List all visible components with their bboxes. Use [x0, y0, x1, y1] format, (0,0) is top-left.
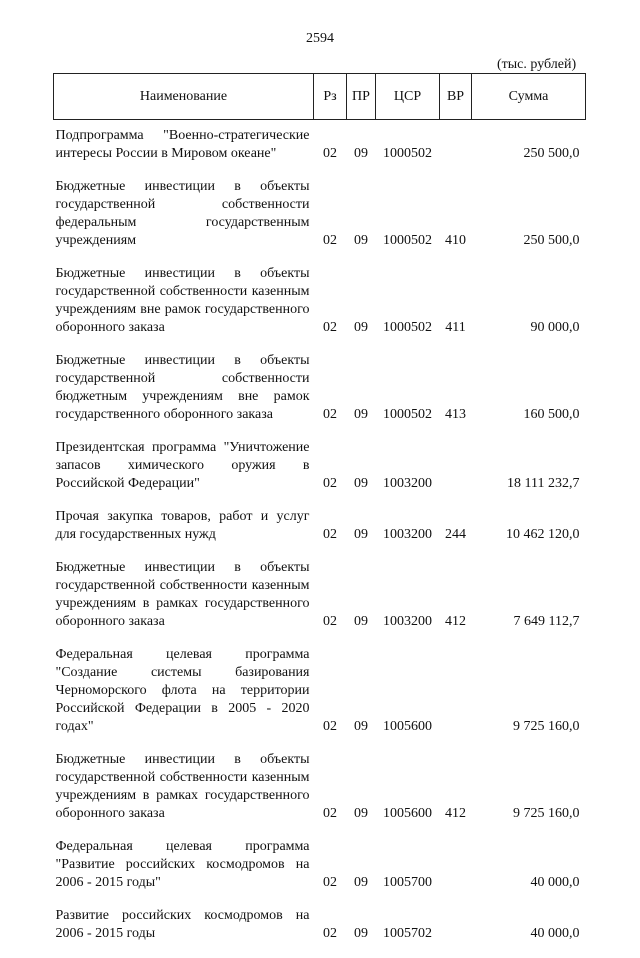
column-header-sum: Сумма	[472, 74, 586, 120]
cell-rz: 02	[323, 806, 337, 821]
cell-name: Бюджетные инвестиции в объекты государственной собственности казенным учреждениям в рамках государственного оборонного заказа	[55, 752, 310, 821]
table-row	[54, 120, 586, 179]
table-row	[54, 265, 586, 352]
budget-table	[53, 73, 586, 958]
cell-sum: 10 462 120,0	[506, 527, 580, 542]
cell-vr: 413	[445, 407, 466, 422]
cell-vr: 411	[445, 320, 466, 335]
page-number: 2594	[306, 31, 334, 46]
cell-rz: 02	[323, 527, 337, 542]
column-header-rz: Рз	[314, 74, 347, 120]
cell-name: Бюджетные инвестиции в объекты государственной собственности бюджетным учреждениям вне рамок государственного оборонного заказа	[55, 353, 310, 422]
table-row	[54, 439, 586, 508]
cell-sum: 18 111 232,7	[507, 476, 580, 491]
cell-rz: 02	[323, 875, 337, 890]
table-row	[54, 508, 586, 559]
column-header-csr: ЦСР	[376, 74, 440, 120]
cell-vr	[440, 120, 472, 179]
cell-rz: 02	[323, 719, 337, 734]
cell-pr: 09	[354, 875, 368, 890]
cell-pr: 09	[354, 806, 368, 821]
cell-csr: 1003200	[383, 614, 432, 629]
cell-pr: 09	[354, 476, 368, 491]
cell-pr: 09	[354, 926, 368, 941]
cell-csr: 1000502	[383, 320, 432, 335]
cell-sum: 40 000,0	[530, 875, 580, 890]
cell-vr	[440, 907, 472, 958]
table-header-row	[54, 74, 586, 120]
cell-rz: 02	[323, 407, 337, 422]
cell-name: Президентская программа "Уничтожение запасов химического оружия в Российской Федерации"	[55, 440, 310, 491]
table-row	[54, 559, 586, 646]
cell-sum: 9 725 160,0	[513, 806, 580, 821]
column-header-pr: ПР	[347, 74, 376, 120]
cell-name: Развитие российских космодромов на 2006 - 2015 годы	[55, 908, 310, 941]
cell-name: Федеральная целевая программа "Развитие российских космодромов на 2006 - 2015 годы"	[55, 839, 310, 890]
cell-sum: 90 000,0	[530, 320, 580, 335]
cell-vr	[440, 646, 472, 751]
cell-pr: 09	[354, 233, 368, 248]
cell-csr: 1000502	[383, 407, 432, 422]
cell-sum: 250 500,0	[523, 233, 580, 248]
cell-csr: 1000502	[383, 233, 432, 248]
cell-name: Прочая закупка товаров, работ и услуг для государственных нужд	[55, 509, 310, 542]
column-header-name: Наименование	[54, 74, 314, 120]
cell-sum: 40 000,0	[530, 926, 580, 941]
cell-rz: 02	[323, 926, 337, 941]
cell-sum: 9 725 160,0	[513, 719, 580, 734]
table-row	[54, 838, 586, 907]
cell-rz: 02	[323, 614, 337, 629]
cell-sum: 250 500,0	[523, 146, 580, 161]
units-label: (тыс. рублей)	[497, 57, 577, 72]
cell-sum: 7 649 112,7	[513, 614, 580, 629]
cell-pr: 09	[354, 146, 368, 161]
cell-csr: 1003200	[383, 527, 432, 542]
cell-pr: 09	[354, 320, 368, 335]
cell-csr: 1000502	[383, 146, 432, 161]
cell-vr	[440, 439, 472, 508]
cell-csr: 1003200	[383, 476, 432, 491]
cell-csr: 1005702	[383, 926, 432, 941]
cell-name: Бюджетные инвестиции в объекты государственной собственности казенным учреждениям вне рамок государственного оборонного заказа	[55, 266, 310, 335]
cell-csr: 1005600	[383, 719, 432, 734]
cell-rz: 02	[323, 320, 337, 335]
cell-vr: 412	[445, 806, 466, 821]
cell-name: Бюджетные инвестиции в объекты государственной собственности казенным учреждениям в рамках государственного оборонного заказа	[55, 560, 310, 629]
cell-pr: 09	[354, 407, 368, 422]
cell-vr	[440, 838, 472, 907]
column-header-vr: ВР	[440, 74, 472, 120]
cell-sum: 160 500,0	[523, 407, 580, 422]
cell-csr: 1005700	[383, 875, 432, 890]
cell-name: Подпрограмма "Военно-стратегические интересы России в Мировом океане"	[55, 128, 310, 161]
cell-name: Бюджетные инвестиции в объекты государственной собственности федеральным государственным учреждениям	[55, 179, 310, 248]
cell-vr: 410	[445, 233, 466, 248]
table-row	[54, 352, 586, 439]
cell-csr: 1005600	[383, 806, 432, 821]
cell-vr: 244	[445, 527, 466, 542]
table-row	[54, 751, 586, 838]
cell-rz: 02	[323, 146, 337, 161]
table-row	[54, 646, 586, 751]
cell-vr: 412	[445, 614, 466, 629]
cell-pr: 09	[354, 719, 368, 734]
table-row	[54, 907, 586, 958]
cell-rz: 02	[323, 476, 337, 491]
cell-pr: 09	[354, 527, 368, 542]
cell-pr: 09	[354, 614, 368, 629]
cell-rz: 02	[323, 233, 337, 248]
cell-name: Федеральная целевая программа "Создание системы базирования Черноморского флота на территории Российской Федерации в 2005 - 2020 годах"	[55, 647, 310, 734]
table-row	[54, 178, 586, 265]
